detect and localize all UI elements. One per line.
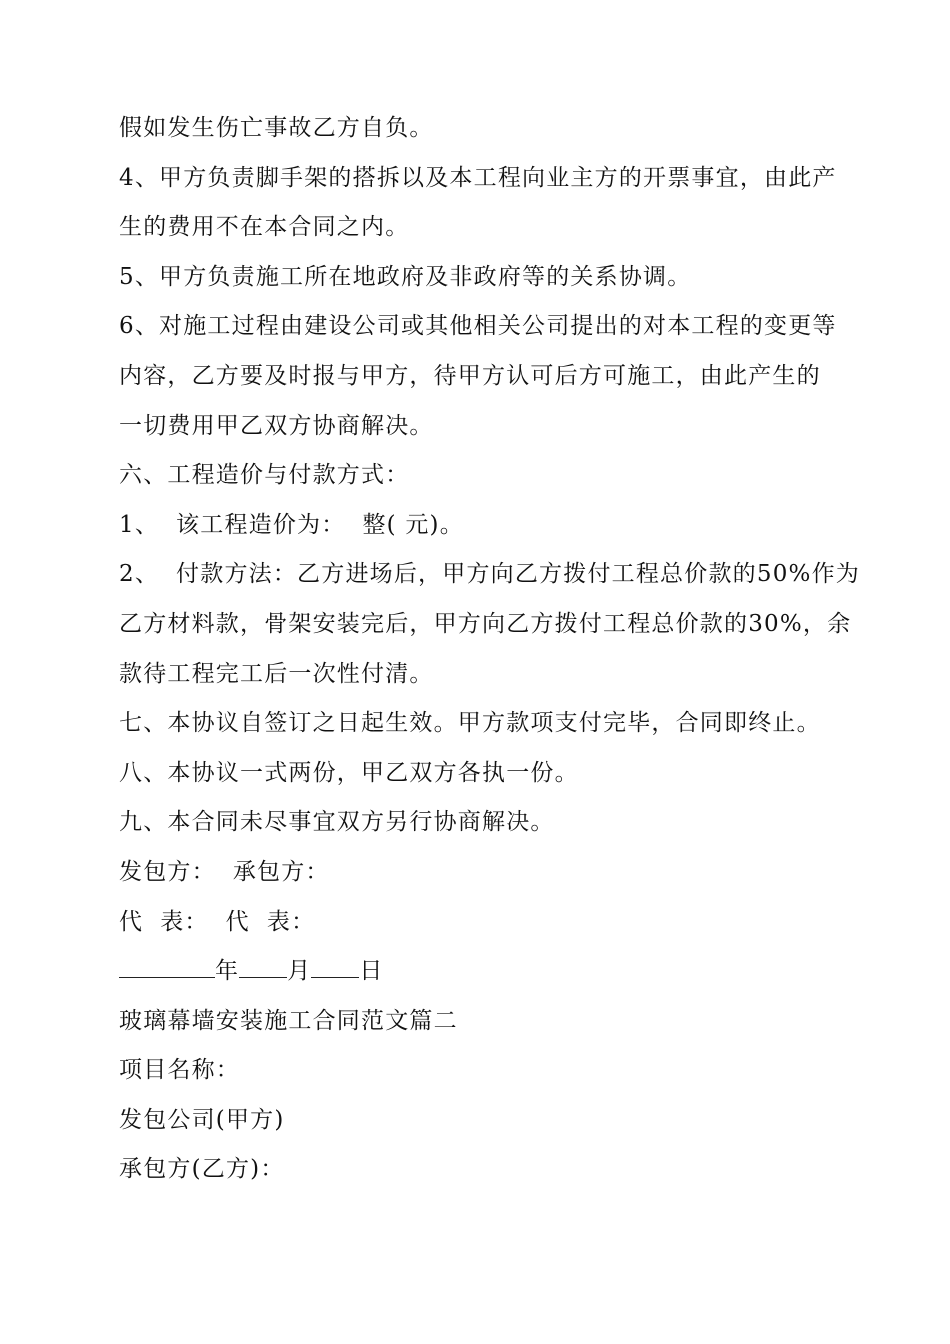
section-title-part-two: 玻璃幕墙安装施工合同范文篇二	[119, 1007, 458, 1034]
clause-6-line-1: 6、对施工过程由建设公司或其他相关公司提出的对本工程的变更等	[119, 313, 837, 340]
contractor-field: 承包方(乙方)：	[119, 1156, 285, 1183]
month-label: 月	[287, 958, 312, 985]
clause-5: 5、甲方负责施工所在地政府及非政府等的关系协调。	[119, 263, 692, 290]
payment-item-2-line-1: 2、 付款方法：乙方进场后，甲方向乙方拨付工程总价款的50%作为	[119, 561, 860, 588]
project-name-field: 项目名称：	[119, 1057, 240, 1084]
year-blank	[119, 947, 215, 978]
section-eight: 八、本协议一式两份，甲乙双方各执一份。	[119, 759, 579, 786]
contract-text	[119, 104, 860, 1195]
payment-item-2-line-2: 乙方材料款，骨架安装完后，甲方向乙方拨付工程总价款的30%，余	[119, 610, 852, 637]
price-item-1: 1、 该工程造价为： 整( 元)。	[119, 511, 464, 538]
representatives-line: 代 表： 代 表：	[119, 908, 316, 935]
section-seven: 七、本协议自签订之日起生效。甲方款项支付完毕，合同即终止。	[119, 710, 821, 737]
section-six-heading: 六、工程造价与付款方式：	[119, 462, 410, 489]
year-label: 年	[215, 958, 240, 985]
clause-4-line-2: 生的费用不在本合同之内。	[119, 214, 410, 241]
month-blank	[239, 947, 287, 978]
paragraph-line: 假如发生伤亡事故乙方自负。	[119, 115, 434, 141]
parties-line: 发包方： 承包方：	[119, 858, 330, 885]
day-label: 日	[359, 958, 384, 985]
section-nine: 九、本合同未尽事宜双方另行协商解决。	[119, 809, 555, 836]
clause-6-line-3: 一切费用甲乙双方协商解决。	[119, 412, 434, 439]
clause-6-line-2: 内容，乙方要及时报与甲方，待甲方认可后方可施工，由此产生的	[119, 362, 821, 389]
day-blank	[311, 947, 359, 978]
clause-4-line-1: 4、甲方负责脚手架的搭拆以及本工程向业主方的开票事宜，由此产	[119, 164, 837, 191]
date-line	[119, 947, 835, 997]
client-company-field: 发包公司(甲方)	[119, 1106, 285, 1133]
payment-item-2-line-3: 款待工程完工后一次性付清。	[119, 660, 434, 687]
